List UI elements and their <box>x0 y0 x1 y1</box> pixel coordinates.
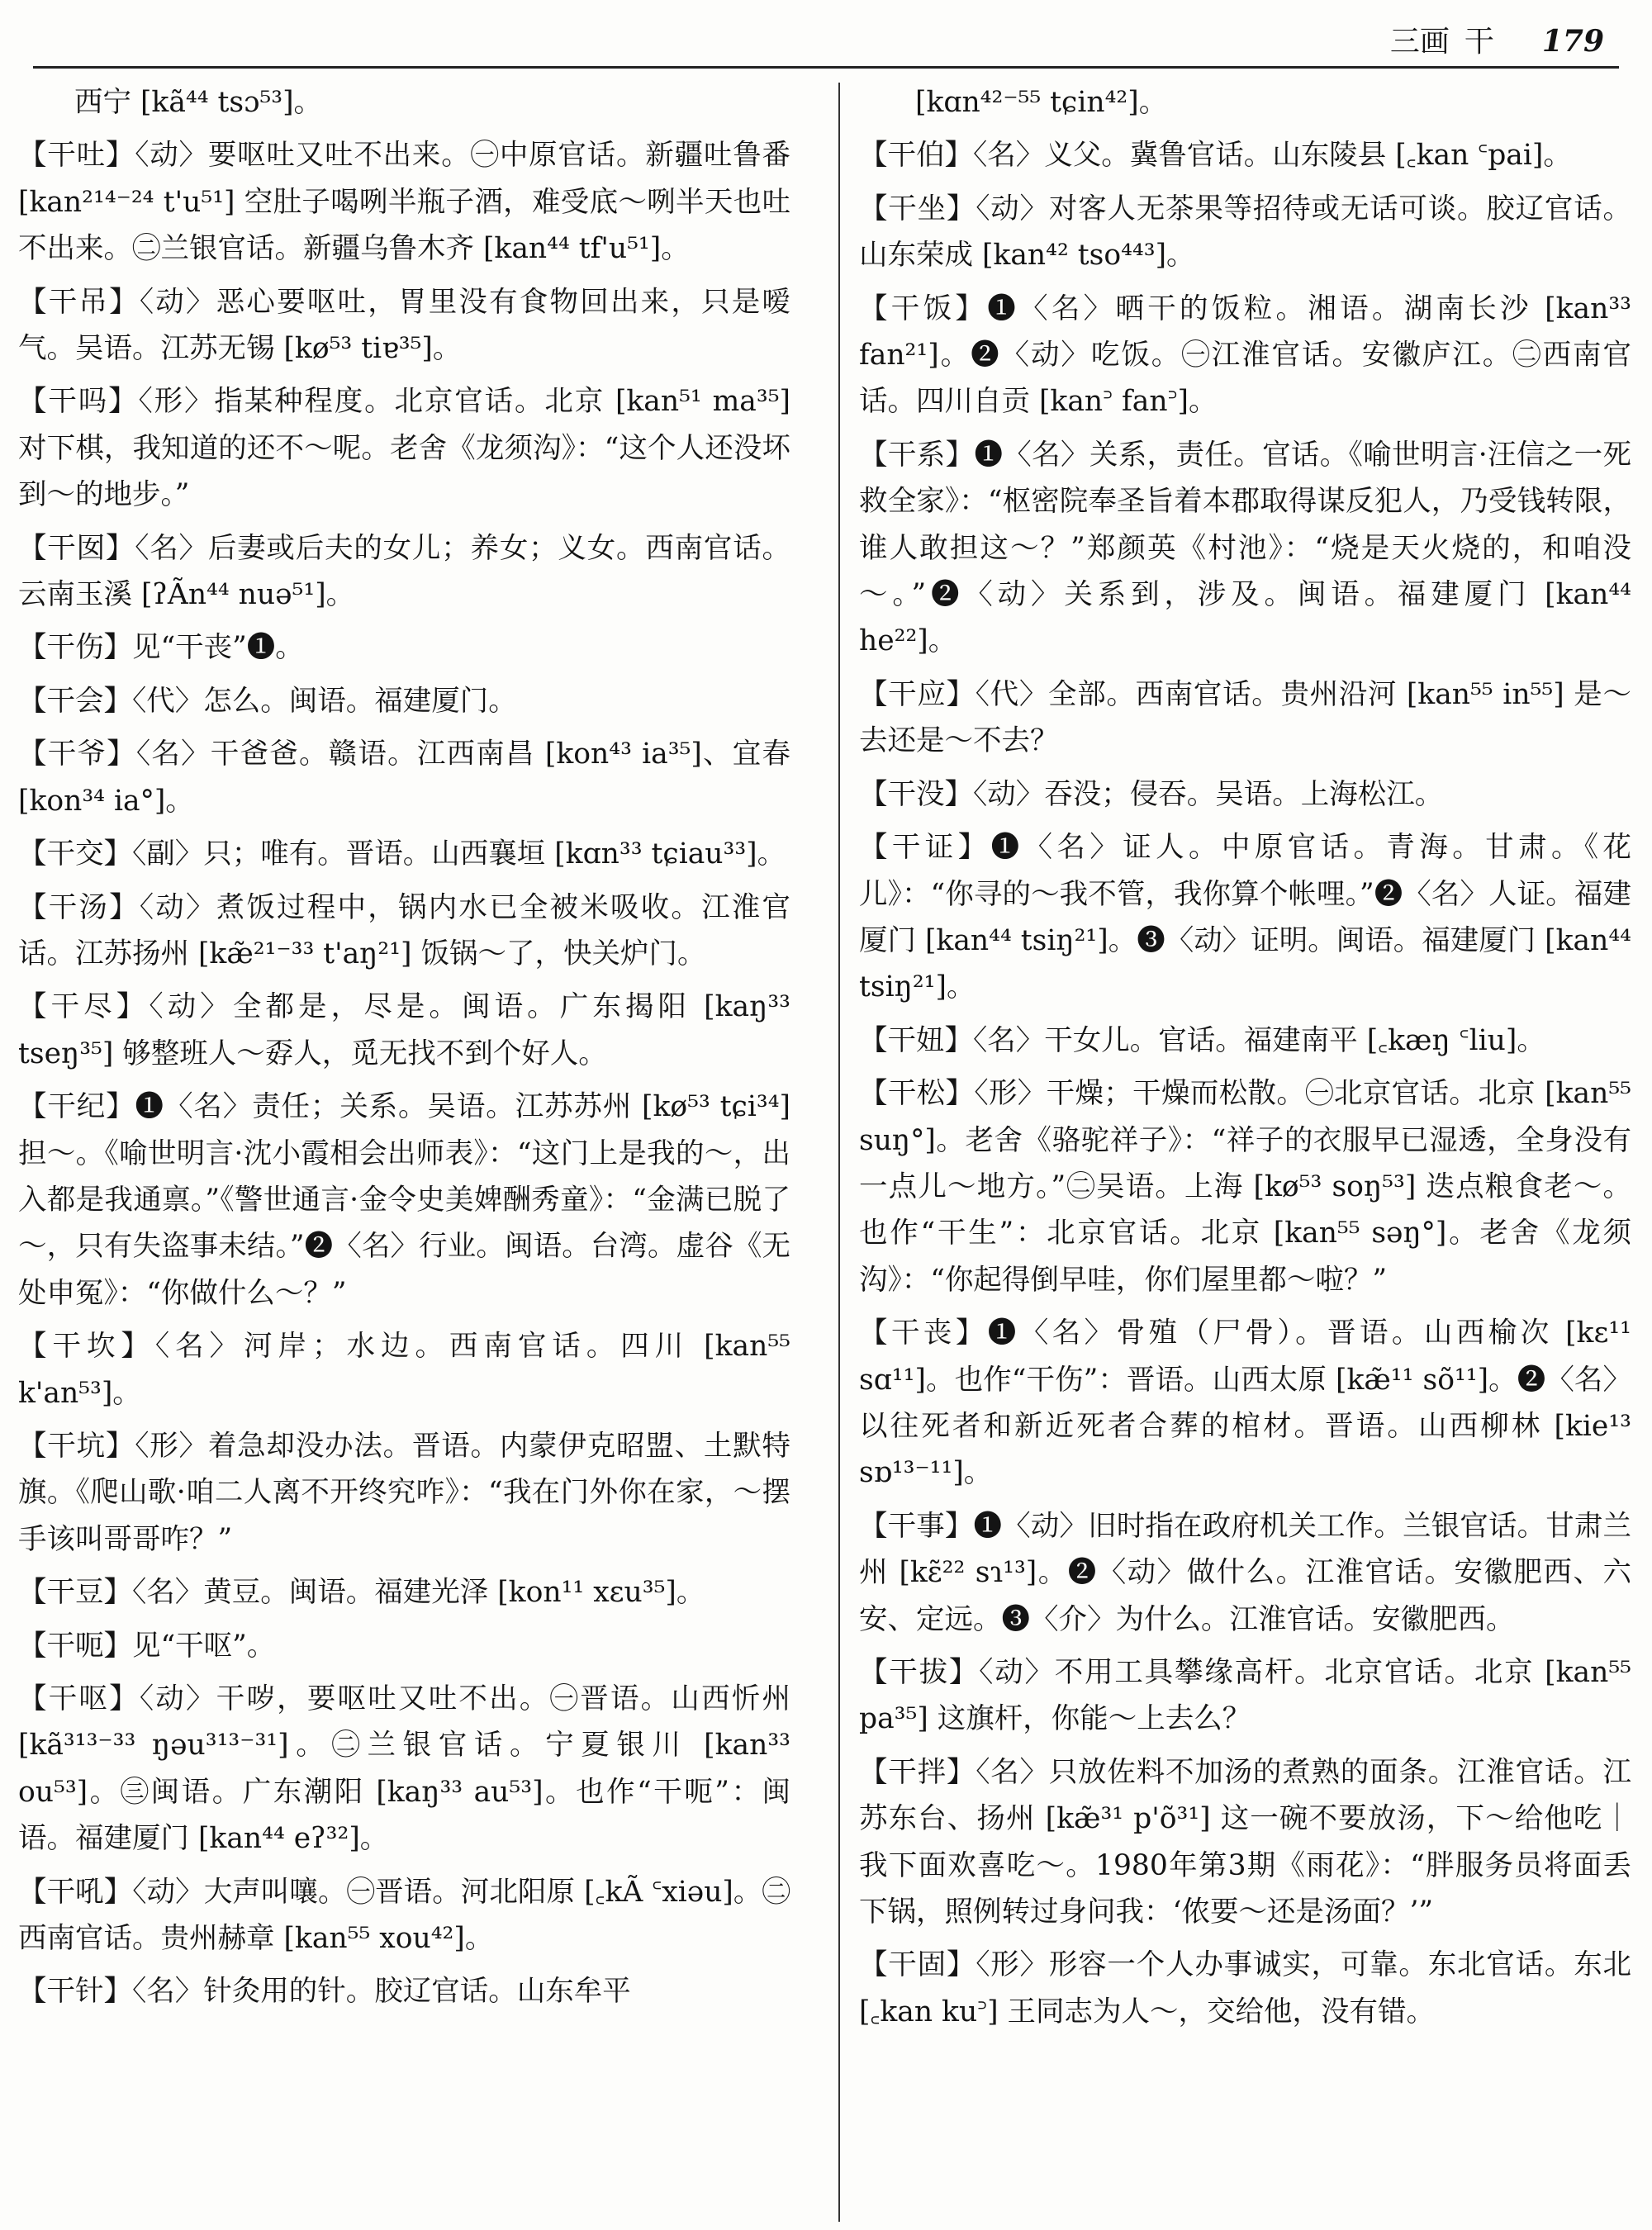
header-rule <box>33 66 1619 69</box>
dictionary-entry: 【干固】〈形〉形容一个人办事诚实，可靠。东北官话。东北 [꜀kan ku꜄] 王同志为人～，交给他，没有错。 <box>859 1948 1631 2028</box>
dictionary-entry: 【干没】〈动〉吞没；侵吞。吴语。上海松江。 <box>859 777 1444 811</box>
dictionary-entry: 【干拔】〈动〉不用工具攀缘高杆。北京官话。北京 [kan⁵⁵ pa³⁵] 这旗杆，你能～上去么？ <box>859 1656 1631 1736</box>
right-column <box>859 79 1631 2042</box>
dictionary-entry: 【干证】❶〈名〉证人。中原官话。青海。甘肃。《花儿》：“你寻的～我不管，我你算个帐哩。”❷〈名〉人证。福建厦门 [kan⁴⁴ tsiŋ²¹]。❸〈动〉证明。闽语。福建厦门 [kan⁴⁴ tsiŋ²¹]。 <box>859 831 1631 1004</box>
dictionary-entry: 【干拌】〈名〉只放佐料不加汤的煮熟的面条。江淮官话。江苏东台、扬州 [kæ̃³¹ p'õ³¹] 这一碗不要放汤，下～给他吃｜我下面欢喜吃～。1980年第3期《雨花》：“胖服务员将面丢下锅，照例转过身问我：‘侬要～还是汤面？’” <box>859 1755 1631 1929</box>
dictionary-entry: 【干吐】〈动〉要呕吐又吐不出来。㊀中原官话。新疆吐鲁番 [kan²¹⁴⁻²⁴ t'u⁵¹] 空肚子喝咧半瓶子酒，难受底～咧半天也吐不出来。㊁兰银官话。新疆乌鲁木齐 [kan⁴⁴ tf'u⁵¹]。 <box>18 139 790 266</box>
dictionary-entry: 【干妞】〈名〉干女儿。官话。福建南平 [꜀kæŋ ꜂liu]。 <box>859 1023 1545 1057</box>
dictionary-entry: 【干应】〈代〉全部。西南官话。贵州沿河 [kan⁵⁵ in⁵⁵] 是～去还是～不去？ <box>859 677 1631 758</box>
dictionary-entry: 【干针】〈名〉针灸用的针。胶辽官话。山东牟平 <box>18 1975 631 2009</box>
dictionary-entry: 【干松】〈形〉干燥；干燥而松散。㊀北京官话。北京 [kan⁵⁵ suŋ°]。老舍《骆驼祥子》：“祥子的衣服早已湿透，全身没有一点儿～地方。”㊁吴语。上海 [kø⁵³ soŋ⁵³] 迭点粮食老～。也作“干生”：北京官话。北京 [kan⁵⁵ səŋ°]。老舍《龙须沟》：“你起得倒早哇，你们屋里都～啦？” <box>859 1077 1631 1297</box>
dictionary-entry: 【干坑】〈形〉着急却没办法。晋语。内蒙伊克昭盟、土默特旗。《爬山歌·咱二人离不开终究咋》：“我在门外你在家，～摆手该叫哥哥咋？” <box>18 1429 790 1556</box>
dictionary-entry: 【干事】❶〈动〉旧时指在政府机关工作。兰银官话。甘肃兰州 [kɛ̃²² sɿ¹³]。❷〈动〉做什么。江淮官话。安徽肥西、六安、定远。❸〈介〉为什么。江淮官话。安徽肥西。 <box>859 1509 1631 1636</box>
dictionary-entry: 【干呕】〈动〉干哕，要呕吐又吐不出。㊀晋语。山西忻州 [kã³¹³⁻³³ ŋəu³¹³⁻³¹]。㊁兰银官话。宁夏银川 [kan³³ ou⁵³]。㊂闽语。广东潮阳 [kaŋ³³ au⁵³]。也作“干呃”：闽语。福建厦门 [kan⁴⁴ eʔ³²]。 <box>18 1682 790 1856</box>
column-divider <box>838 83 840 2222</box>
dictionary-entry: 【干饭】❶〈名〉晒干的饭粒。湘语。湖南长沙 [kan³³ fan²¹]。❷〈动〉吃饭。㊀江淮官话。安徽庐江。㊁西南官话。四川自贡 [kan꜄ fan꜄]。 <box>859 292 1631 419</box>
dictionary-entry: 【干伤】见“干丧”❶。 <box>18 631 304 665</box>
dictionary-entry: 【干坐】〈动〉对客人无茶果等招待或无话可谈。胶辽官话。山东荣成 [kan⁴² tso⁴⁴³]。 <box>859 192 1631 273</box>
dictionary-entry: 【干交】〈副〉只；唯有。晋语。山西襄垣 [kɑn³³ tɕiau³³]。 <box>18 837 786 871</box>
page-header <box>0 0 1652 66</box>
dictionary-entry: 【干吗】〈形〉指某种程度。北京官话。北京 [kan⁵¹ ma³⁵] 对下棋，我知道的还不～呢。老舍《龙须沟》：“这个人还没坏到～的地步。” <box>18 385 790 512</box>
dictionary-entry: 【干囡】〈名〉后妻或后夫的女儿；养女；义女。西南官话。云南玉溪 [ʔÃn⁴⁴ nuə⁵¹]。 <box>18 531 790 612</box>
dictionary-entry: 【干吊】〈动〉恶心要呕吐，胃里没有食物回出来，只是嗳气。吴语。江苏无锡 [kø⁵³ tiɐ³⁵]。 <box>18 285 790 366</box>
dictionary-entry: 【干尽】〈动〉全都是，尽是。闽语。广东揭阳 [kaŋ³³ tseŋ³⁵] 够整班人～孬人，觅无找不到个好人。 <box>18 990 790 1070</box>
entry-continuation: [kɑn⁴²⁻⁵⁵ tɕin⁴²]。 <box>915 86 1168 119</box>
running-head <box>1390 18 1604 60</box>
stroke-count: 三画 <box>1389 25 1450 59</box>
dictionary-entry: 【干系】❶〈名〉关系，责任。官话。《喻世明言·汪信之一死救全家》：“枢密院奉圣旨着本郡取得谋反犯人，乃受钱转限，谁人敢担这～？”郑颜英《村池》：“烧是天火烧的，和咱没～。”❷〈动〉关系到，涉及。闽语。福建厦门 [kan⁴⁴ he²²]。 <box>859 438 1631 658</box>
dictionary-entry: 【干豆】〈名〉黄豆。闽语。福建光泽 [kon¹¹ xɛu³⁵]。 <box>18 1576 705 1610</box>
dictionary-entry: 【干呃】见“干呕”。 <box>18 1629 276 1663</box>
entry-continuation: 西宁 [kã⁴⁴ tsɔ⁵³]。 <box>74 86 323 119</box>
dictionary-entry: 【干坎】〈名〉河岸；水边。西南官话。四川 [kan⁵⁵ k'an⁵³]。 <box>18 1330 790 1410</box>
dictionary-entry: 【干吼】〈动〉大声叫嚷。㊀晋语。河北阳原 [꜀kÃ ꜂xiəu]。㊁西南官话。贵州赫章 [kan⁵⁵ xou⁴²]。 <box>18 1875 790 1956</box>
dictionary-entry: 【干汤】〈动〉煮饭过程中，锅内水已全被米吸收。江淮官话。江苏扬州 [kæ̃²¹⁻³³ t'aŋ²¹] 饭锅～了，快关炉门。 <box>18 890 790 970</box>
left-column <box>18 79 790 2022</box>
dictionary-entry: 【干丧】❶〈名〉骨殖（尸骨）。晋语。山西榆次 [kɛ¹¹ sɑ¹¹]。也作“干伤”：晋语。山西太原 [kæ̃¹¹ sõ¹¹]。❷〈名〉以往死者和新近死者合葬的棺材。晋语。山西柳林 [kie¹³ sɒ¹³⁻¹¹]。 <box>859 1317 1631 1490</box>
page-number: 179 <box>1541 24 1604 59</box>
dictionary-entry: 【干伯】〈名〉义父。冀鲁官话。山东陵县 [꜀kan ꜂pai]。 <box>859 139 1572 173</box>
dictionary-entry: 【干纪】❶〈名〉责任；关系。吴语。江苏苏州 [kø⁵³ tɕi³⁴] 担～。《喻世明言·沈小霞相会出师表》：“这门上是我的～，出入都是我通禀。”《警世通言·金令史美婢酬秀童》：“金满已脱了～，只有失盗事未结。”❷〈名〉行业。闽语。台湾。虚谷《无处申冤》：“你做什么～？” <box>18 1090 790 1310</box>
dictionary-entry: 【干爷】〈名〉干爸爸。赣语。江西南昌 [kon⁴³ ia³⁵]、宜春 [kon³⁴ ia°]。 <box>18 738 790 818</box>
radical: 干 <box>1464 25 1494 59</box>
dictionary-entry: 【干会】〈代〉怎么。闽语。福建厦门。 <box>18 684 517 718</box>
